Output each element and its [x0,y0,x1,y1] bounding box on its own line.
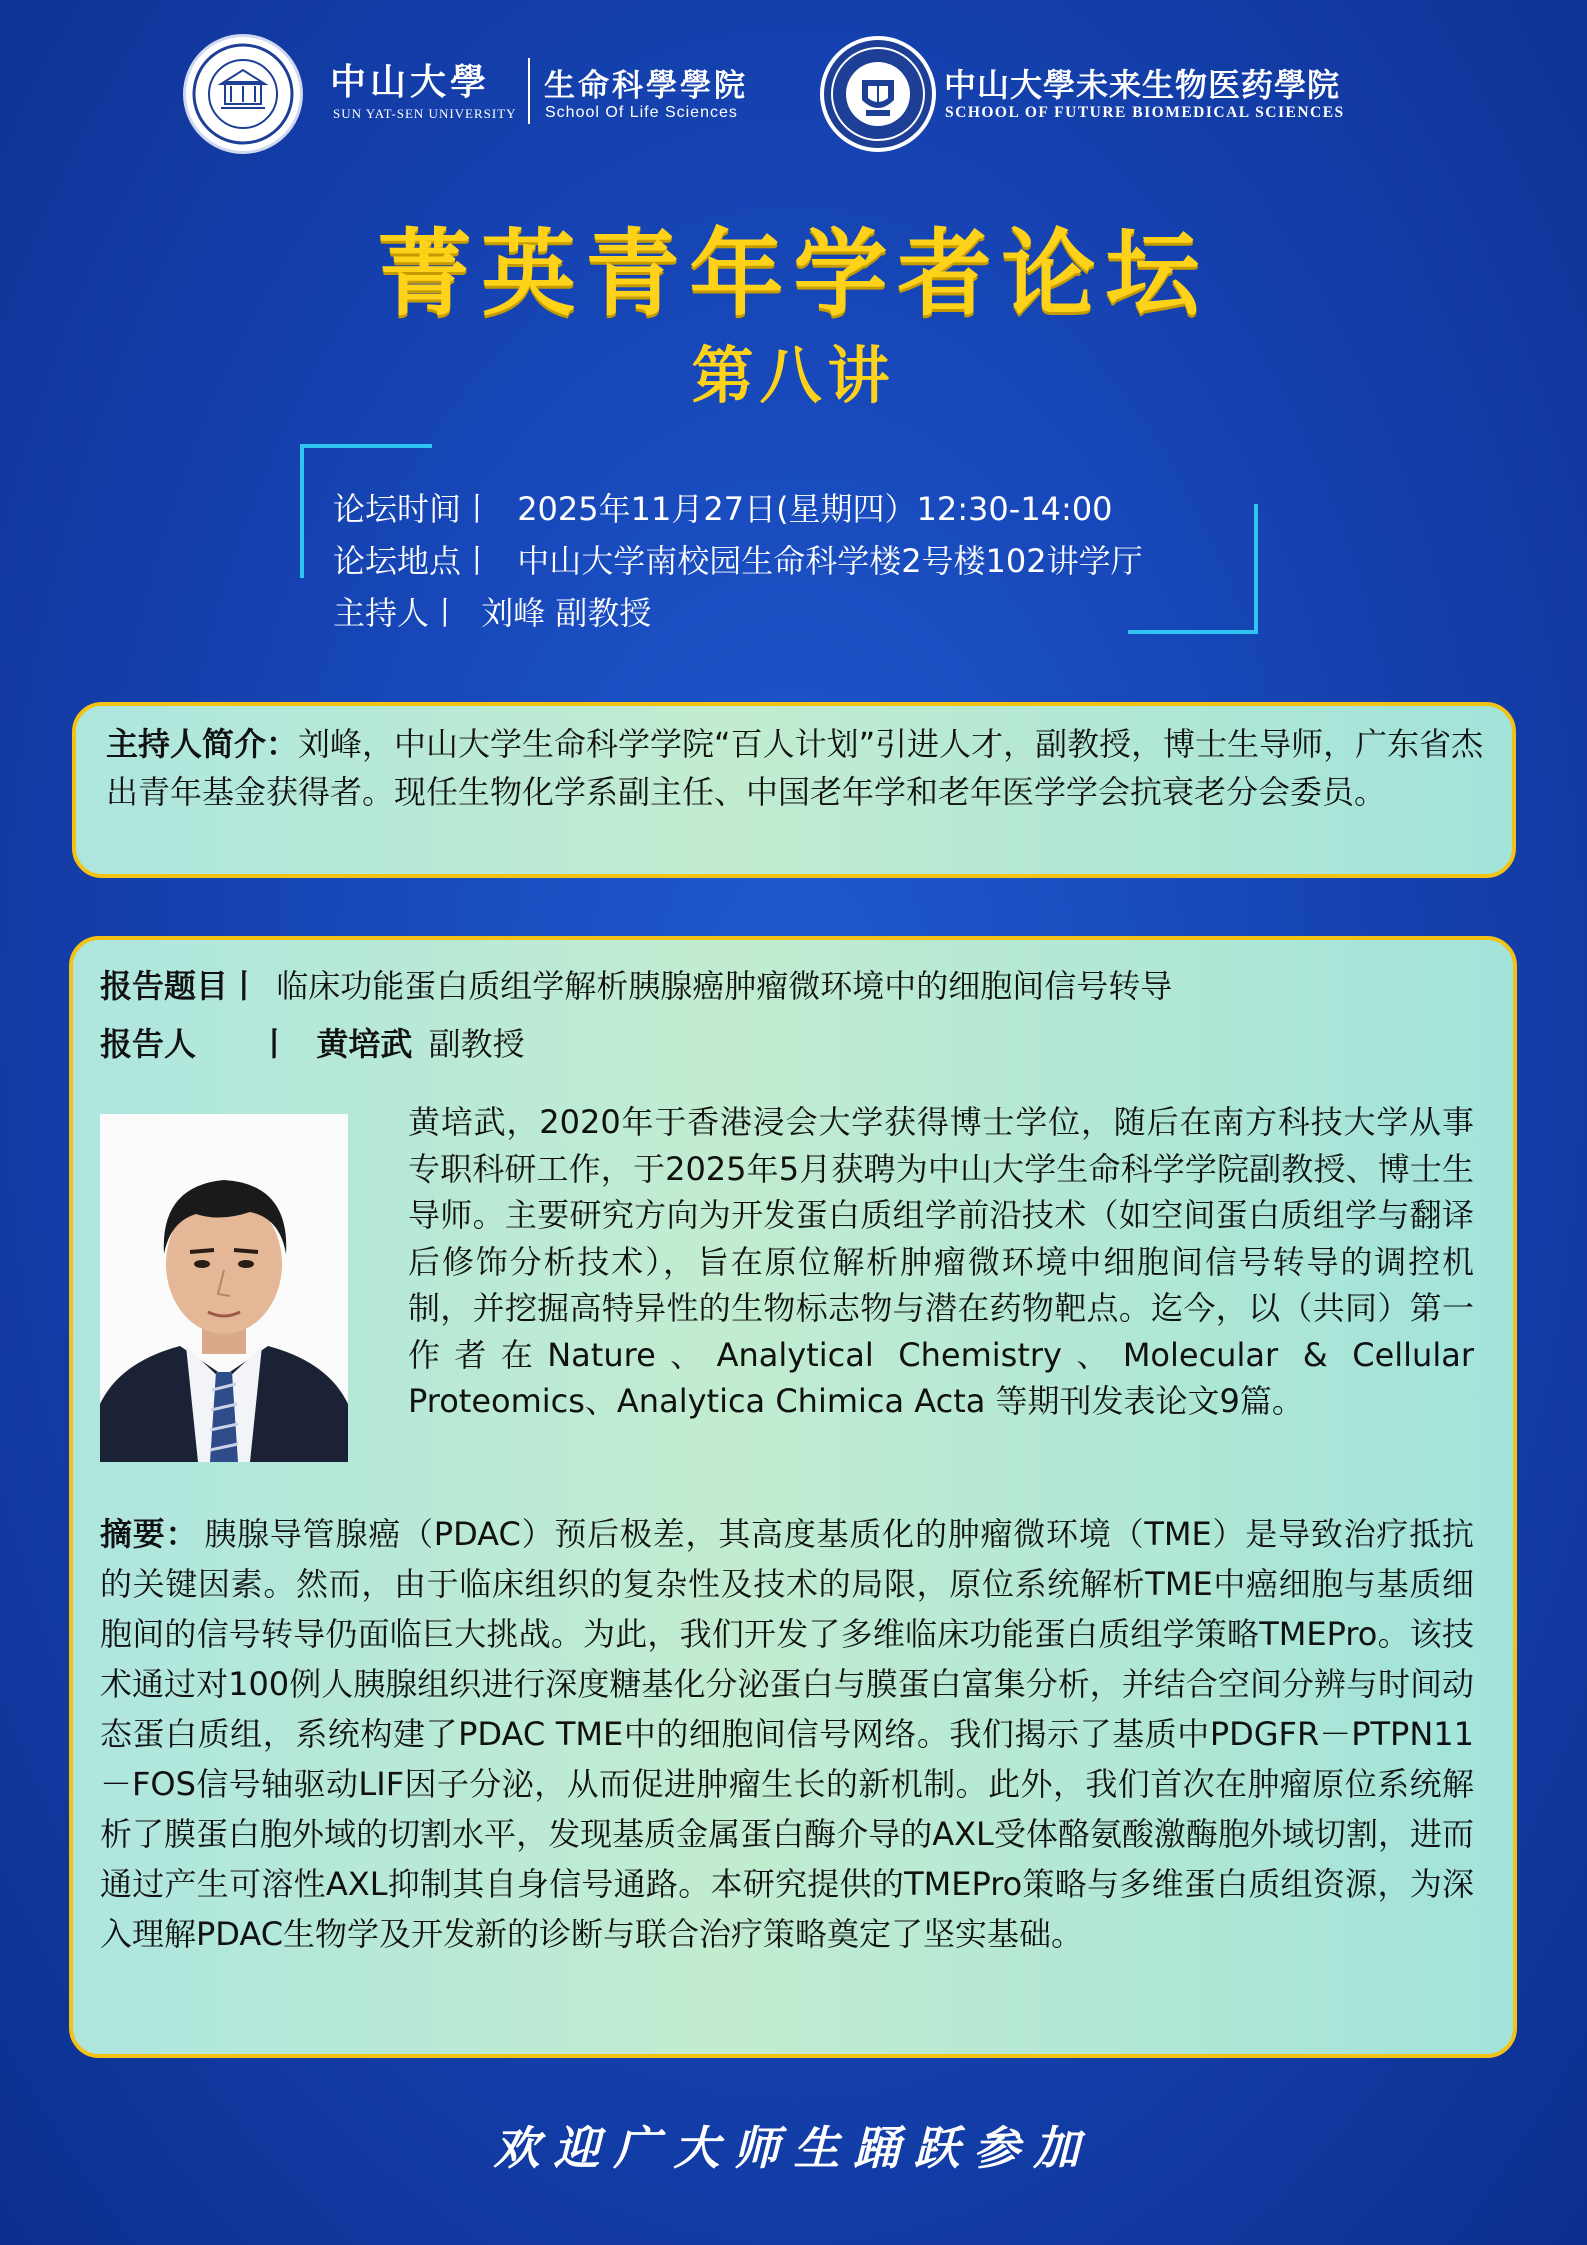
host-intro-paragraph [106,720,1490,816]
future-biomedical-en-name: SCHOOL OF FUTURE BIOMEDICAL SCIENCES [945,104,1345,121]
speaker-name: 黄培武 [316,1025,413,1063]
sysu-en-name: SUN YAT-SEN UNIVERSITY [333,106,517,121]
abstract-label: 摘要： [100,1515,199,1553]
sysu-life-sciences-seal-icon [183,34,303,154]
host-value: 刘峰 副教授 [481,594,652,632]
host-row [333,588,651,634]
report-topic-row [100,962,1500,1010]
future-biomedical-cn-name: 中山大學未来生物医药學院 [944,66,1341,104]
sysu-cn-name: 中山大學 [330,61,491,103]
logo-divider [528,58,530,124]
forum-place-label: 论坛地点丨 [333,542,494,580]
host-intro-card [72,702,1516,878]
forum-title: 菁英青年学者论坛 [377,219,1210,329]
life-sciences-cn-name: 生命科學學院 [544,68,748,104]
speaker-separator: 丨 [258,1025,291,1063]
abstract-paragraph [100,1509,1474,1959]
speaker-label: 报告人 [100,1025,197,1063]
host-label: 主持人丨 [333,594,462,632]
speaker-photo [100,1114,348,1462]
forum-place-row [333,536,1143,582]
life-sciences-en-name: School Of Life Sciences [545,104,738,121]
forum-time-row [333,484,1113,530]
speaker-title: 副教授 [428,1025,525,1063]
forum-place-value: 中山大学南校园生命科学楼2号楼102讲学厅 [517,542,1143,580]
speaker-row [100,1020,1500,1068]
lecture-number: 第八讲 [691,339,896,412]
abstract-text: 胰腺导管腺癌（PDAC）预后极差，其高度基质化的肿瘤微环境（TME）是导致治疗抵抗的关键因素。然而，由于临床组织的复杂性及技术的局限，原位系统解析TME中癌细胞与基质细胞间的信号转导仍面临巨大挑战。为此，我们开发了多维临床功能蛋白质组学策略TMEPro。该技术通过对100例人胰腺组织进行深度糖基化分泌蛋白与膜蛋白富集分析，并结合空间分辨与时间动态蛋白质组，系统构建了PDAC TME中的细胞间信号网络。我们揭示了基质中PDGFR－PTPN11－FOS信号轴驱动LIF因子分泌，从而促进肿瘤生长的新机制。此外，我们首次在肿瘤原位系统解析了膜蛋白胞外域的切割水平，发现基质金属蛋白酶介导的AXL受体酪氨酸激酶胞外域切割，进而通过产生可溶性AXL抑制其自身信号通路。本研究提供的TMEPro策略与多维蛋白质组资源，为深入理解PDAC生物学及开发新的诊断与联合治疗策略奠定了坚实基础。 [100,1515,1474,1953]
host-intro-label: 主持人简介： [106,725,299,763]
footer-invitation: 欢迎广大师生踊跃参加 [493,2121,1094,2175]
report-topic-label: 报告题目丨 [100,967,261,1005]
speaker-bio: 黄培武，2020年于香港浸会大学获得博士学位，随后在南方科技大学从事专职科研工作，于2025年5月获聘为中山大学生命科学学院副教授、博士生导师。主要研究方向为开发蛋白质组学前沿技术（如空间蛋白质组学与翻译后修饰分析技术），旨在原位解析肿瘤微环境中细胞间信号转导的调控机制，并挖掘高特异性的生物标志物与潜在药物靶点。迄今，以（共同）第一作者在Nature、Analytical Chemistry、Molecular & Cellular Proteomics、Analytica Chimica Acta 等期刊发表论文9篇。 [408,1103,1474,1420]
forum-time-value: 2025年11月27日(星期四）12:30-14:00 [517,490,1113,528]
forum-time-label: 论坛时间丨 [333,490,494,528]
host-intro-text: 刘峰，中山大学生命科学学院“百人计划”引进人才，副教授，博士生导师，广东省杰出青年基金获得者。现任生物化学系副主任、中国老年学和老年医学学会抗衰老分会委员。 [106,725,1484,811]
future-biomedical-seal-icon [820,36,936,152]
report-topic-value: 临床功能蛋白质组学解析胰腺癌肿瘤微环境中的细胞间信号转导 [276,967,1173,1005]
